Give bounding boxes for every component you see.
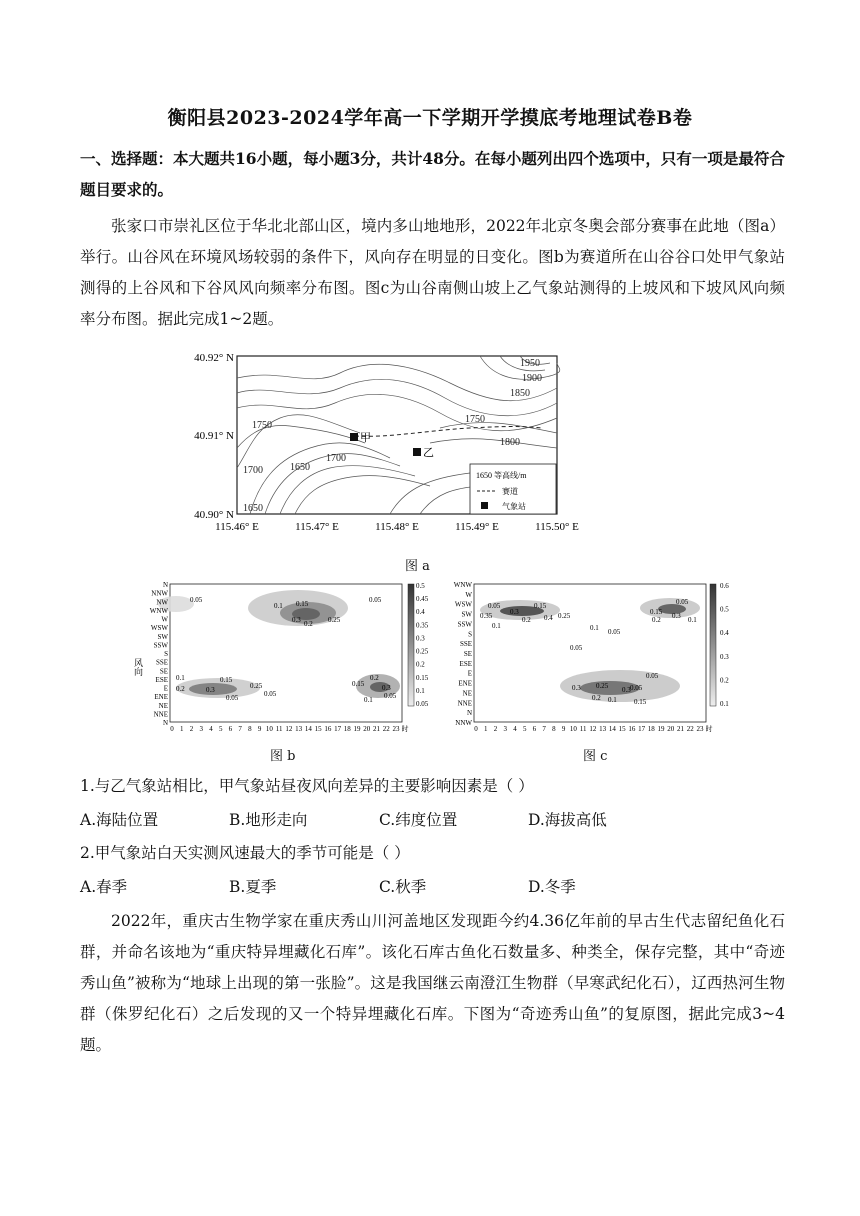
chart-c-annotation: 0.1 <box>590 624 599 632</box>
y-tick-label: SE <box>159 667 168 676</box>
chart-c-annotation: 0.3 <box>510 608 519 616</box>
question-2-option-c[interactable]: C.秋季 <box>379 878 427 896</box>
chart-c-annotation: 0.05 <box>608 628 621 636</box>
y-tick-label: N <box>466 709 472 718</box>
x-tick-label: 11 <box>579 725 587 733</box>
chart-b-annotation: 0.25 <box>328 616 341 624</box>
question-2-option-a[interactable]: A.春季 <box>80 878 128 896</box>
y-tick-label: NE <box>462 689 472 698</box>
x-tick-label: 3 <box>503 725 507 733</box>
x-tick-label: 2 <box>493 725 498 733</box>
y-tick-label: SSW <box>153 641 168 650</box>
contour-label: 1650 <box>243 503 263 514</box>
legend-track: 赛道 <box>502 487 518 496</box>
x-tick-label: 8 <box>552 725 556 733</box>
x-tick-label: 8 <box>248 725 252 733</box>
y-tick-label: SW <box>157 632 168 641</box>
y-tick-label: WNW <box>149 606 168 615</box>
y-tick-label: SSE <box>459 640 472 649</box>
chart-b-annotation: 0.1 <box>176 674 185 682</box>
x-tick-label: 12 <box>589 725 597 733</box>
chart-c-annotation: 0.2 <box>592 694 601 702</box>
chart-b-annotation: 0.15 <box>296 600 309 608</box>
y-tick-label: E <box>163 684 168 693</box>
y-tick-label: W <box>161 615 168 624</box>
x-unit-label: 时 <box>705 725 713 733</box>
chart-b-annotation: 0.3 <box>206 686 215 694</box>
section-heading: 一、选择题：本大题共16小题，每小题3分，共计48分。在每小题列出四个选项中，只有一项是最符合题目要求的。 <box>80 149 785 199</box>
colorbar-tick-label: 0.6 <box>720 582 729 590</box>
y-tick-label: N <box>162 719 168 727</box>
x-tick-label: 1 <box>179 725 184 733</box>
x-tick-label: 9 <box>257 725 262 733</box>
chart-b-annotation: 0.05 <box>264 690 277 698</box>
contour-label: 1700 <box>243 465 263 476</box>
chart-c-annotation: 0.1 <box>688 616 697 624</box>
x-unit-label: 时 <box>401 725 409 733</box>
colorbar-tick-label: 0.5 <box>720 605 729 614</box>
chart-b-annotation: 0.15 <box>220 676 233 684</box>
question-1-option-b[interactable]: B.地形走向 <box>229 811 308 829</box>
x-tick-label: 10 <box>569 725 577 733</box>
chart-b-annotation: 0.05 <box>226 694 239 702</box>
contour-label: 1750 <box>252 420 272 431</box>
y-tick-label: SSE <box>155 658 168 667</box>
colorbar-tick-label: 0.2 <box>720 676 729 685</box>
chart-b-annotation: 0.1 <box>364 696 373 704</box>
y-tick-label: W <box>465 590 472 599</box>
y-tick-label: NNW <box>151 589 168 598</box>
x-tick-label: 12 <box>285 725 293 733</box>
contour-label: 1850 <box>510 388 530 399</box>
colorbar-tick-label: 0.05 <box>416 700 429 708</box>
contour-label: 1950 <box>520 358 540 369</box>
figure-b-chart <box>128 578 438 733</box>
x-tick-label: 14 <box>608 725 616 733</box>
question-2-option-d[interactable]: D.冬季 <box>528 878 576 896</box>
chart-b-annotation: 0.3 <box>292 616 301 624</box>
x-tick-label: 11 <box>275 725 283 733</box>
colorbar-tick-label: 0.15 <box>416 673 429 682</box>
x-tick-label: 17 <box>638 725 646 733</box>
question-1-stem: 1.与乙气象站相比，甲气象站昼夜风向差异的主要影响因素是（ ） <box>80 777 534 795</box>
chart-c-annotation: 0.25 <box>596 682 609 690</box>
x-tick-label: 14 <box>304 725 312 733</box>
lon-label: 115.48° E <box>375 521 419 533</box>
figure-b-caption: 图 b <box>270 749 296 764</box>
legend-contour: 1650 等高线/m <box>476 471 527 480</box>
x-tick-label: 5 <box>522 725 527 733</box>
lon-label: 115.47° E <box>295 521 339 533</box>
y-tick-label: NNE <box>153 710 168 719</box>
figure-a-map <box>190 348 610 538</box>
chart-c-annotation: 0.15 <box>534 602 547 610</box>
chart-c-annotation: 0.15 <box>650 608 663 616</box>
lat-label: 40.90° N <box>194 509 234 521</box>
y-tick-label: S <box>164 650 168 658</box>
intro-paragraph-1: 张家口市崇礼区位于华北北部山区，境内多山地地形，2022年北京冬奥会部分赛事在此地（图a）举行。山谷风在环境风场较弱的条件下，风向存在明显的日变化。图b为赛道所在山谷谷口处甲气象站测得的上谷风和下谷风风向频率分布图。图c为山谷南侧山坡上乙气象站测得的上坡风和下坡风风向频率分布图。据此完成1~2题。 <box>80 217 785 328</box>
x-tick-label: 16 <box>628 725 636 733</box>
x-tick-label: 1 <box>483 725 488 733</box>
chart-c-annotation: 0.3 <box>622 686 631 694</box>
lon-label: 115.50° E <box>535 521 579 533</box>
legend-station: 气象站 <box>502 502 526 511</box>
x-tick-label: 0 <box>474 725 478 733</box>
colorbar-tick-label: 0.1 <box>416 686 425 695</box>
x-tick-label: 7 <box>238 725 242 733</box>
x-tick-label: 4 <box>209 725 213 733</box>
y-tick-label: ESE <box>155 675 168 684</box>
x-tick-label: 13 <box>295 725 303 733</box>
contour-label: 1700 <box>326 453 346 464</box>
x-tick-label: 22 <box>382 725 390 733</box>
colorbar-tick-label: 0.5 <box>416 582 425 590</box>
question-1-option-c[interactable]: C.纬度位置 <box>379 811 458 829</box>
chart-b-ylabel: 风向 <box>133 658 143 676</box>
colorbar-tick-label: 0.1 <box>720 700 729 708</box>
x-tick-label: 9 <box>561 725 566 733</box>
y-tick-label: E <box>467 669 472 678</box>
y-tick-label: NE <box>158 701 168 710</box>
colorbar-tick-label: 0.3 <box>720 652 729 661</box>
question-1-option-d[interactable]: D.海拔高低 <box>528 811 607 829</box>
chart-b-annotation: 0.2 <box>176 685 185 693</box>
x-tick-label: 20 <box>667 725 675 733</box>
x-tick-label: 23 <box>392 725 400 733</box>
x-tick-label: 23 <box>696 725 704 733</box>
y-tick-label: ENE <box>154 693 168 702</box>
x-tick-label: 5 <box>218 725 223 733</box>
colorbar-tick-label: 0.35 <box>416 621 429 630</box>
chart-b-annotation: 0.25 <box>250 682 263 690</box>
colorbar-tick-label: 0.4 <box>416 608 425 617</box>
y-tick-label: WSW <box>454 600 472 609</box>
contour-label: 1750 <box>465 414 485 425</box>
x-tick-label: 22 <box>686 725 694 733</box>
chart-c-annotation: 0.05 <box>630 684 643 692</box>
lat-label: 40.91° N <box>194 430 234 442</box>
colorbar-tick-label: 0.25 <box>416 647 429 656</box>
chart-c-annotation: 0.05 <box>570 644 583 652</box>
y-tick-label: SE <box>463 650 472 658</box>
chart-c-annotation: 0.15 <box>634 698 647 706</box>
chart-b-annotation: 0.15 <box>352 680 365 688</box>
figure-a-caption: 图 a <box>405 559 430 574</box>
x-tick-label: 18 <box>647 725 655 733</box>
figure-c-chart <box>440 578 740 733</box>
y-tick-label: NNE <box>457 699 472 708</box>
x-tick-label: 16 <box>324 725 332 733</box>
chart-c-annotation: 0.3 <box>572 684 581 692</box>
question-1-option-a[interactable]: A.海陆位置 <box>80 811 159 829</box>
chart-b-annotation: 0.05 <box>190 596 203 604</box>
colorbar-tick-label: 0.2 <box>416 660 425 669</box>
map-legend <box>470 464 556 514</box>
question-2-stem: 2.甲气象站白天实测风速最大的季节可能是（ ） <box>80 844 410 862</box>
x-tick-label: 3 <box>199 725 203 733</box>
x-tick-label: 6 <box>532 725 537 733</box>
station-yi-label: 乙 <box>423 447 434 459</box>
chart-c-annotation: 0.05 <box>646 672 659 680</box>
chart-c-annotation: 0.2 <box>522 616 531 624</box>
chart-b-annotation: 0.05 <box>384 692 397 700</box>
chart-b-annotation: 0.1 <box>274 602 283 610</box>
chart-b-annotation: 0.3 <box>382 684 391 692</box>
chart-c-annotation: 0.2 <box>652 616 661 624</box>
y-tick-label: SSW <box>457 620 472 629</box>
x-tick-label: 2 <box>189 725 194 733</box>
x-tick-label: 6 <box>228 725 233 733</box>
colorbar-tick-label: 0.3 <box>416 634 425 643</box>
x-tick-label: 17 <box>334 725 342 733</box>
chart-c-annotation: 0.35 <box>480 612 493 620</box>
y-tick-label: ESE <box>459 659 472 668</box>
x-tick-label: 15 <box>618 725 626 733</box>
y-tick-label: WSW <box>150 624 168 633</box>
x-tick-label: 21 <box>373 725 381 733</box>
chart-c-annotation: 0.05 <box>488 602 501 610</box>
x-tick-label: 19 <box>353 725 361 733</box>
lat-label: 40.92° N <box>194 352 234 364</box>
x-tick-label: 18 <box>343 725 351 733</box>
x-tick-label: 10 <box>265 725 273 733</box>
contour-label: 1800 <box>500 437 520 448</box>
x-tick-label: 0 <box>170 725 174 733</box>
lon-label: 115.49° E <box>455 521 499 533</box>
y-tick-label: S <box>468 630 472 639</box>
x-tick-label: 15 <box>314 725 322 733</box>
chart-c-annotation: 0.4 <box>544 614 553 622</box>
x-tick-label: 19 <box>657 725 665 733</box>
y-tick-label: ENE <box>458 679 472 688</box>
question-2-option-b[interactable]: B.夏季 <box>229 878 277 896</box>
chart-c-annotation: 0.1 <box>608 696 617 704</box>
y-tick-label: WNW <box>453 581 472 589</box>
figure-c-caption: 图 c <box>583 749 608 764</box>
chart-b-annotation: 0.05 <box>369 596 382 604</box>
chart-c-annotation: 0.3 <box>672 612 681 620</box>
colorbar-tick-label: 0.4 <box>720 629 729 638</box>
exam-title: 衡阳县2023-2024学年高一下学期开学摸底考地理试卷B卷 <box>167 107 693 129</box>
y-tick-label: NNW <box>455 719 472 727</box>
lon-label: 115.46° E <box>215 521 259 533</box>
y-tick-label: NW <box>156 598 168 607</box>
intro-paragraph-2: 2022年，重庆古生物学家在重庆秀山川河盖地区发现距今约4.36亿年前的早古生代志留纪鱼化石群，并命名该地为“重庆特异埋藏化石库”。该化石库古鱼化石数量多、种类全，保存完整，其中“奇迹秀山鱼”被称为“地球上出现的第一张脸”。这是我国继云南澄江生物群（早寒武纪化石），辽西热河生物群（侏罗纪化石）之后发现的又一个特异埋藏化石库。下图为“奇迹秀山鱼”的复原图，据此完成3~4题。 <box>80 912 785 1054</box>
chart-c-annotation: 0.1 <box>492 622 501 630</box>
chart-c-annotation: 0.25 <box>558 612 571 620</box>
y-tick-label: SW <box>461 610 472 619</box>
colorbar-tick-label: 0.45 <box>416 595 429 604</box>
x-tick-label: 21 <box>677 725 685 733</box>
chart-c-annotation: 0.05 <box>676 598 689 606</box>
station-jia-label: 甲 <box>360 432 371 444</box>
contour-label: 1650 <box>290 462 310 473</box>
contour-label: 1900 <box>522 373 542 384</box>
x-tick-label: 4 <box>513 725 517 733</box>
x-tick-label: 20 <box>363 725 371 733</box>
y-tick-label: N <box>162 581 168 589</box>
x-tick-label: 7 <box>542 725 546 733</box>
chart-b-annotation: 0.2 <box>304 620 313 628</box>
x-tick-label: 13 <box>599 725 607 733</box>
chart-b-annotation: 0.2 <box>370 674 379 682</box>
